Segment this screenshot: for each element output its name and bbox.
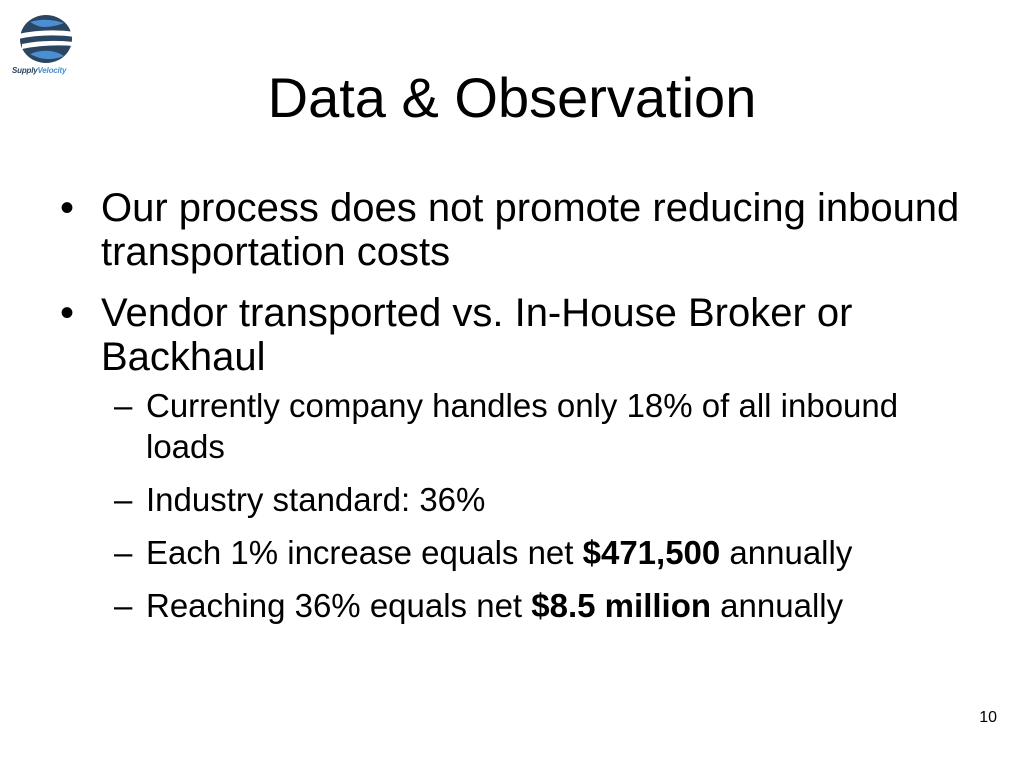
bullet-text: Vendor transported vs. In-House Broker or Backhaul (101, 291, 853, 379)
logo-text-supply: Supply (12, 66, 38, 75)
sub-bullet-text: Industry standard: 36% (146, 481, 486, 518)
sub-bullet-item (56, 479, 976, 520)
dash-marker: – (114, 387, 133, 424)
sub-bullet-text-before: Each 1% increase equals net (146, 534, 583, 571)
dash-marker: – (114, 587, 133, 624)
dash-marker: – (114, 534, 133, 571)
logo-text-velocity: Velocity (37, 66, 67, 75)
bullet-item (56, 186, 976, 274)
sub-bullet-text-after: annually (711, 587, 844, 624)
sub-bullet-text-before: Reaching 36% equals net (146, 587, 532, 624)
sub-bullet-bold-amount: $8.5 million (531, 587, 712, 624)
bullet-text: Our process does not promote reducing inbound transportation costs (101, 186, 960, 274)
logo-s-icon (16, 14, 78, 64)
slide-body (56, 186, 976, 638)
sub-bullet-text-after: annually (720, 534, 853, 571)
bullet-marker: • (60, 186, 75, 230)
sub-bullet-text: Currently company handles only 18% of all inbound loads (146, 387, 899, 465)
sub-bullet-item (56, 385, 976, 467)
sub-bullet-item (56, 532, 976, 573)
slide-title: Data & Observation (267, 66, 757, 129)
sub-bullet-item (56, 585, 976, 626)
page-number: 10 (979, 709, 997, 726)
bullet-item (56, 291, 976, 379)
bullet-marker: • (60, 291, 75, 335)
sub-bullet-bold-amount: $471,500 (582, 534, 721, 571)
dash-marker: – (114, 481, 133, 518)
